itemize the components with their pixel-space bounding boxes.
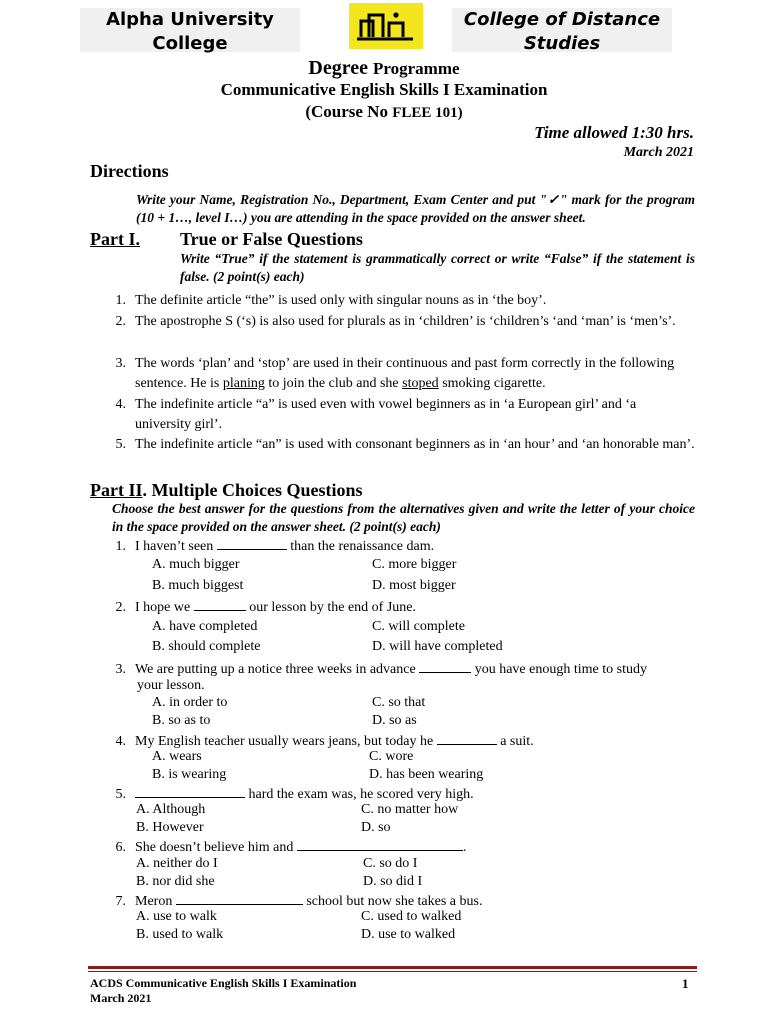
- footer-date: March 2021: [90, 991, 152, 1005]
- part2-label: Part II: [90, 480, 143, 500]
- option-a: A. wears: [152, 749, 202, 764]
- answer-blank: [419, 659, 471, 673]
- question-number: 3.: [115, 662, 126, 677]
- question-text: [135, 734, 534, 749]
- option-d: D. most bigger: [372, 578, 456, 593]
- course-prefix: (Course No: [305, 102, 388, 121]
- option-b: B. so as to: [152, 713, 211, 728]
- tf-number: 5.: [115, 437, 126, 452]
- answer-blank: [135, 784, 245, 798]
- option-a: A. use to walk: [136, 909, 217, 924]
- question-number: 7.: [115, 894, 126, 909]
- option-b: B. used to walk: [136, 927, 224, 942]
- question-stem-after: hard the exam was, he scored very high.: [245, 787, 474, 802]
- tf-text: [135, 354, 695, 394]
- question-stem-after: school but now she takes a bus.: [302, 894, 483, 909]
- tf-number: 1.: [115, 293, 126, 308]
- mcq-question-2: [106, 597, 416, 617]
- footer-title: ACDS Communicative English Skills I Examination: [90, 976, 357, 990]
- question-stem-before: We are putting up a notice three weeks in advance: [135, 662, 420, 677]
- question-text: [135, 662, 647, 677]
- college-name-box: [452, 8, 672, 52]
- question-number: 6.: [115, 840, 126, 855]
- question-text: [135, 600, 416, 615]
- answer-blank: [297, 837, 463, 851]
- option-d: D. so: [361, 820, 391, 835]
- part1-instructions: Write “True” if the statement is grammatically correct or write “False” if the statement is false. (2 point(s) each): [180, 251, 695, 284]
- option-a: A. much bigger: [152, 557, 240, 572]
- directions-heading: Directions: [90, 161, 169, 181]
- question-number: 1.: [115, 539, 126, 554]
- option-d: D. use to walked: [361, 927, 456, 942]
- tf-number: 3.: [115, 356, 126, 371]
- option-a: A. neither do I: [136, 856, 218, 871]
- part1-title: True or False Questions: [180, 229, 363, 249]
- option-a: A. Although: [136, 802, 206, 817]
- question-number: 5.: [115, 787, 126, 802]
- mcq-question-6: [106, 837, 466, 857]
- footer-rule-thick: [88, 966, 697, 969]
- question-stem-after: a suit.: [496, 734, 534, 749]
- answer-blank: [176, 891, 303, 905]
- option-d: D. so as: [372, 713, 417, 728]
- question-stem-after: than the renaissance dam.: [286, 539, 435, 554]
- option-d: D. will have completed: [372, 639, 503, 654]
- question-text: [135, 894, 482, 909]
- part2-title: . Multiple Choices Questions: [142, 480, 363, 500]
- tf-text-before: The words ‘plan’ and ‘stop’ are used in their continuous and past form correctly in the following sentence. He is: [135, 356, 675, 391]
- institution-name-box: [80, 8, 300, 52]
- question-stem-before: I hope we: [135, 600, 194, 615]
- tf-text-mid: to join the club and she: [264, 376, 403, 391]
- university-logo-icon: [349, 3, 423, 49]
- exam-title: Communicative English Skills I Examination: [220, 80, 548, 99]
- question-continuation: your lesson.: [137, 678, 205, 693]
- part1-label-dot: .: [135, 229, 140, 249]
- tf-number: 4.: [115, 397, 126, 412]
- part1-label-text: Part I: [90, 229, 136, 249]
- option-c: C. so that: [372, 695, 426, 710]
- tf-text: The indefinite article “a” is used even with vowel beginners as in ‘a European girl’ and ‘a university girl’.: [135, 397, 637, 432]
- course-code: FLEE 101): [392, 105, 463, 121]
- tf-text: The indefinite article “an” is used with consonant beginners as in ‘an hour’ and ‘an honorable man’.: [135, 437, 695, 452]
- directions-text: Write your Name, Registration No., Department, Exam Center and put "✓" mark for the program (10 + 1…, level I…) you are attending in the space provided on the answer sheet.: [136, 192, 695, 225]
- option-b: B. nor did she: [136, 874, 215, 889]
- degree-label: Degree: [308, 57, 369, 79]
- question-text: [135, 787, 474, 802]
- question-stem-before: Meron: [135, 894, 176, 909]
- answer-blank: [437, 731, 497, 745]
- page-number: 1: [682, 976, 689, 991]
- institution-name-line1: Alpha University: [106, 9, 274, 30]
- option-c: C. no matter how: [361, 802, 459, 817]
- option-b: B. is wearing: [152, 767, 227, 782]
- answer-blank: [194, 597, 246, 611]
- institution-name-line2: College: [152, 33, 228, 54]
- tf-text: The apostrophe S (‘s) is also used for plurals as in ‘children’ is ‘children’s ‘and ‘man’ is ‘men’s’.: [135, 314, 676, 329]
- option-c: C. wore: [369, 749, 414, 764]
- option-c: C. will complete: [372, 619, 465, 634]
- question-stem-after: our lesson by the end of June.: [245, 600, 417, 615]
- mcq-question-3: [106, 659, 647, 679]
- mcq-question-1: [106, 536, 434, 556]
- underlined-word-planing: planing: [222, 376, 265, 391]
- option-d: D. so did I: [363, 874, 423, 889]
- option-d: D. has been wearing: [369, 767, 484, 782]
- question-stem-before: She doesn’t believe him and: [135, 840, 297, 855]
- underlined-word-stoped: stoped: [402, 376, 439, 391]
- option-b: B. should complete: [152, 639, 261, 654]
- tf-text: The definite article “the” is used only with singular nouns as in ‘the boy’.: [135, 293, 547, 308]
- course-number: [0, 102, 768, 123]
- college-name-line1: College of Distance: [463, 9, 661, 30]
- degree-programme: [0, 56, 768, 81]
- option-c: C. so do I: [363, 856, 418, 871]
- question-text: [135, 840, 466, 855]
- question-text: [135, 539, 434, 554]
- question-stem-after: .: [462, 840, 467, 855]
- answer-blank: [217, 536, 287, 550]
- part2-instructions: Choose the best answer for the questions from the alternatives given and write the letter of your choice in the space provided on the answer sheet. (2 point(s) each): [112, 501, 695, 534]
- option-a: A. have completed: [152, 619, 258, 634]
- question-number: 2.: [115, 600, 126, 615]
- question-number: 4.: [115, 734, 126, 749]
- part2-heading: [90, 479, 363, 501]
- option-c: C. more bigger: [372, 557, 457, 572]
- question-stem-before: I haven’t seen: [135, 539, 217, 554]
- tf-text-after: smoking cigarette.: [438, 376, 546, 391]
- option-b: B. However: [136, 820, 204, 835]
- option-c: C. used to walked: [361, 909, 462, 924]
- college-name-line2: Studies: [523, 33, 601, 54]
- question-stem-before: My English teacher usually wears jeans, but today he: [135, 734, 437, 749]
- question-stem-after: you have enough time to study: [471, 662, 647, 677]
- exam-date: March 2021: [623, 145, 694, 160]
- part1-label: [90, 228, 140, 250]
- footer-rule-thin: [88, 971, 697, 972]
- option-a: A. in order to: [152, 695, 228, 710]
- tf-number: 2.: [115, 314, 126, 329]
- option-b: B. much biggest: [152, 578, 244, 593]
- university-logo: [349, 3, 423, 49]
- programme-label: Programme: [373, 59, 460, 78]
- time-allowed: Time allowed 1:30 hrs.: [534, 123, 694, 142]
